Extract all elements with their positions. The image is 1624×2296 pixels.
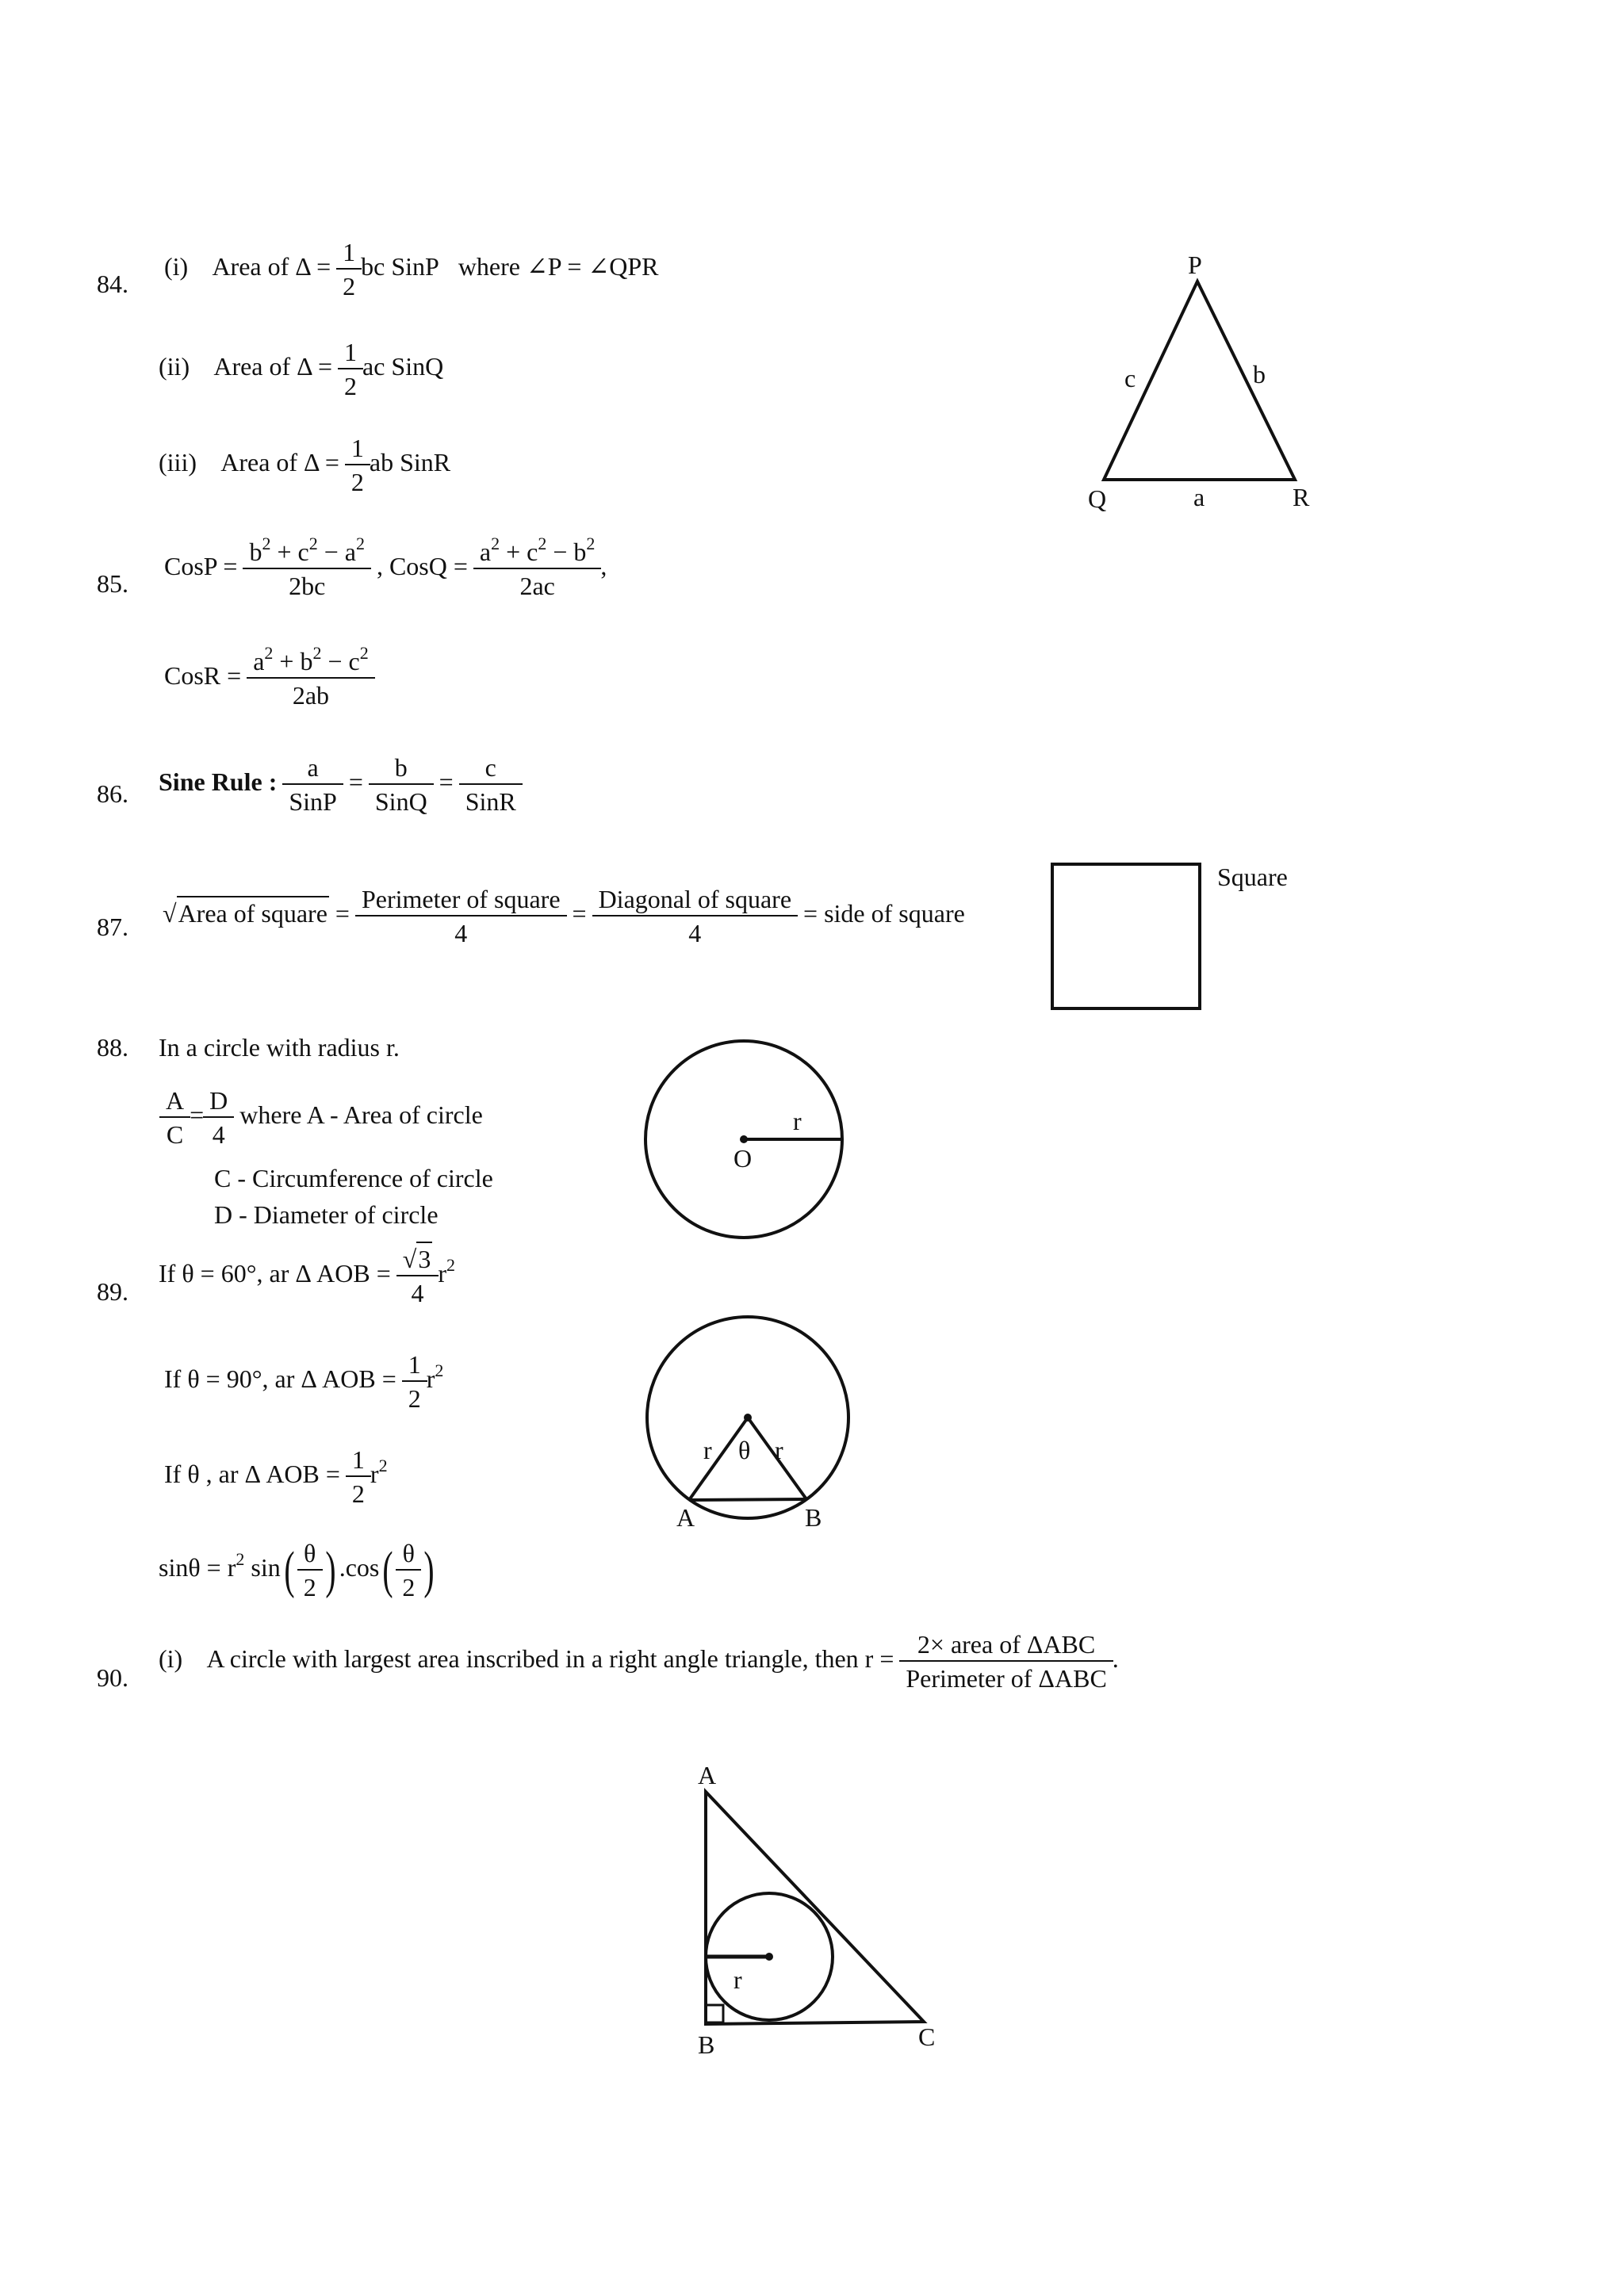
fraction: $\frac{A}{C}$ [163,1088,187,1147]
triangle-pqr-diagram [1063,238,1332,523]
item-85-number: 85. [97,569,128,598]
square-label: Square [1217,863,1288,891]
fraction: $\frac{1}{2}$ [341,339,360,399]
item-84-number: 84. [97,270,128,298]
side-c-label: c [1124,364,1136,392]
fraction-inradius: $\frac{\text{2× area of ΔABC}}{\text{Perimeter of ΔABC}}$ [902,1632,1109,1691]
fraction: $\frac{\text{Perimeter of square}}{4}$ [358,886,564,946]
sqrt-sign-icon: √ [402,1245,417,1273]
radius-right-label: r [775,1436,783,1464]
circle-radius-diagram [638,1039,852,1245]
side-a-label: a [1193,483,1205,511]
item-88-intro: In a circle with radius r. [159,1033,400,1062]
fraction: $\frac{b}{\text{SinQ}}$ [372,755,431,814]
item-90-number: 90. [97,1663,128,1692]
item-85-cos-r: CosR = $\frac{a^2 + b^2 - c^2}{2ab}$ [164,649,374,708]
fraction: $\frac{√3}{4}$ [400,1246,436,1306]
sqrt-sign-icon: √ [163,898,177,928]
radius-left-label: r [703,1436,712,1464]
fraction: $\frac{a}{\text{SinP}}$ [285,755,339,814]
item-90-statement: (i) A circle with largest area inscribed in a right angle triangle, then r = $\frac{\text{2× area of ΔABC}}{\text{Perimeter of ΔABC}}$ . [159,1630,1119,1693]
vertex-c-label: C [918,2022,936,2051]
vertex-r-label: R [1293,483,1310,511]
radius-label: r [793,1107,802,1135]
item-88-number: 88. [97,1033,128,1062]
fraction-cos-p: $\frac{b^2 + c^2 - a^2}{2bc}$ [246,539,368,599]
fraction-cos-q: $\frac{a^2 + c^2 - b^2}{2ac}$ [477,539,599,599]
side-b-label: b [1253,360,1266,388]
vertex-a-label: A [676,1503,695,1532]
fraction: $\frac{\theta}{2}$ [399,1540,418,1600]
center-o-label: O [733,1144,753,1173]
item-85-cos-pq: CosP = $\frac{b^2 + c^2 - a^2}{2bc}$ , CosQ = $\frac{a^2 + c^2 - b^2}{2ac}$ , [164,534,607,600]
right-triangle-incircle-diagram [682,1756,952,2065]
inradius-label: r [733,1965,742,1994]
item-86-number: 86. [97,779,128,808]
fraction-cos-r: $\frac{a^2 + b^2 - c^2}{2ab}$ [250,649,372,708]
sine-rule-title: Sine Rule : [159,767,278,796]
vertex-p-label: P [1188,251,1202,279]
item-87-number: 87. [97,913,128,941]
vertex-a-label: A [698,1761,717,1789]
fraction: $\frac{1}{2}$ [405,1352,424,1411]
item-88-c-line: C - Circumference of circle [214,1164,493,1192]
item-86-sine-rule: Sine Rule : $\frac{a}{\text{SinP}}$ = $\frac{b}{\text{SinQ}}$ = $\frac{c}{\text{SinR}}$ [159,755,522,814]
item-89-line-1: If θ = 60°, ar Δ AOB = $\frac{√3}{4}$ $r^2$ [159,1246,455,1306]
item-88-ratio: $\frac{A}{C}$ = $\frac{D}{4}$ where A - Area of circle [160,1088,483,1147]
vertex-b-label: B [805,1503,822,1532]
fraction: $\frac{c}{\text{SinR}}$ [462,755,519,814]
circle-sector-diagram [638,1312,868,1542]
item-87-formula: √Area of square = $\frac{\text{Perimeter of square}}{4}$ = $\frac{\text{Diagonal of square}}{4}$ = side of square [163,885,965,947]
item-84-line-1: (i) Area of Δ = $\frac{1}{2}$ bc SinP where ∠P = ∠QPR [164,238,659,300]
vertex-q-label: Q [1088,484,1107,513]
fraction: $\frac{D}{4}$ [206,1088,231,1147]
fraction: $\frac{1}{2}$ [348,435,367,495]
item-88-d-line: D - Diameter of circle [214,1200,439,1229]
vertex-b-label: B [698,2030,715,2059]
item-84-line-2: (ii) Area of Δ = $\frac{1}{2}$ ac SinQ [159,338,444,400]
fraction: $\frac{\theta}{2}$ [301,1540,320,1600]
item-84-line-3: (iii) Area of Δ = $\frac{1}{2}$ ab SinR [159,434,451,496]
fraction: $\frac{\text{Diagonal of square}}{4}$ [596,886,795,946]
fraction: $\frac{1}{2}$ [349,1447,368,1506]
item-89-line-2: If θ = 90°, ar Δ AOB = $\frac{1}{2}$ $r^2$ [164,1350,444,1413]
angle-theta-label: θ [738,1436,751,1464]
item-89-number: 89. [97,1277,128,1306]
item-89-line-4: $\sin\theta = r^2$ sin( $\frac{\theta}{2}$ ) .cos( $\frac{\theta}{2}$ ) [159,1539,435,1601]
fraction: $\frac{1}{2}$ [339,239,358,299]
item-89-line-3: If θ , ar Δ AOB = $\frac{1}{2}$ $r^2$ [164,1445,388,1508]
square-diagram [1051,863,1201,1010]
